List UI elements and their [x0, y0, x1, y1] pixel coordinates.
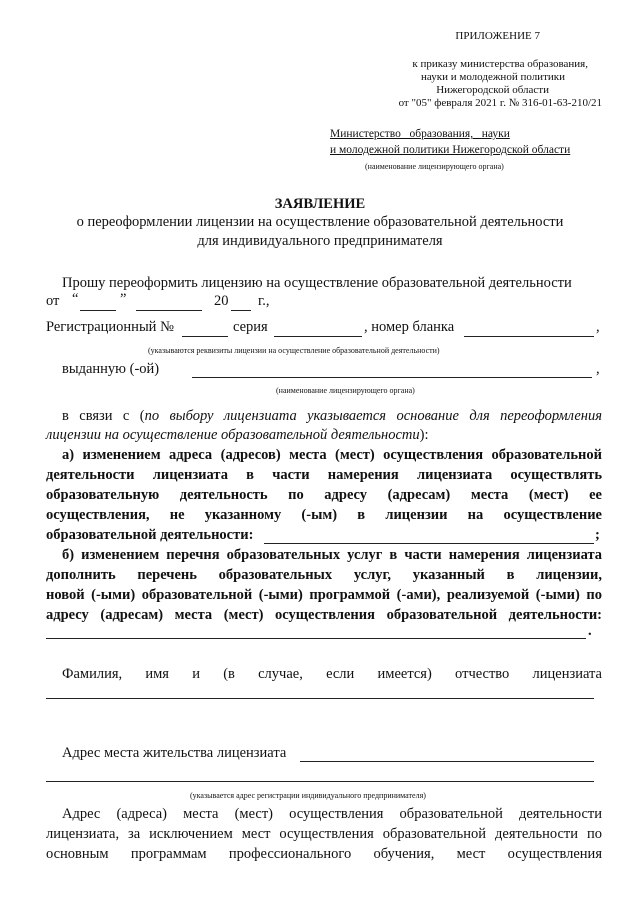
option-b-line-4: адресу (адресам) места (мест) осуществления образовательной деятельности: — [46, 607, 602, 623]
issued-caption: (наименование лицензирующего органа) — [276, 386, 415, 395]
address-label: Адрес места жительства лицензиата — [62, 745, 287, 761]
option-b-line-2: дополнить перечень образовательных услуг, указанный в лицензии, — [46, 567, 602, 583]
option-b-address-field[interactable] — [46, 638, 586, 639]
quote-open: “ — [72, 291, 79, 307]
order-line-4: от "05" февраля 2021 г. № 316-01-63-210/21 — [398, 97, 602, 109]
order-line-2: науки и молодежной политики — [421, 71, 565, 83]
appendix-label: ПРИЛОЖЕНИЕ 7 — [455, 30, 540, 42]
quote-close: ” — [120, 291, 127, 307]
year-field[interactable] — [231, 310, 251, 311]
subtitle-line-2: для индивидуального предпринимателя — [197, 233, 443, 249]
places-line-3: основным программам профессионального обучения, мест осуществления — [46, 846, 602, 862]
option-a-address-field[interactable] — [264, 543, 594, 544]
order-line-1: к приказу министерства образования, — [412, 58, 588, 70]
option-b-end: . — [588, 623, 592, 639]
series-field[interactable] — [274, 336, 362, 337]
places-line-2: лицензиата, за исключением мест осуществления образовательной деятельности по — [46, 826, 602, 842]
fio-field[interactable] — [46, 698, 594, 699]
authority-caption: (наименование лицензирующего органа) — [365, 162, 504, 171]
registration-comma: , — [596, 319, 600, 335]
blank-number-field[interactable] — [464, 336, 594, 337]
option-b-line-1: б) изменением перечня образовательных услуг в части намерения лицензиата — [62, 547, 602, 563]
option-a-end: ; — [595, 527, 600, 543]
option-a-line-3: образовательную деятельность по адресу (адресам) места (мест) ее — [46, 487, 602, 503]
authority-line-1: Министерство образования, науки — [330, 128, 510, 140]
day-field[interactable] — [80, 310, 116, 311]
option-a-line-4: осуществления, не указанному (-ым) в лицензии на осуществление — [46, 507, 602, 523]
requisites-caption: (указываются реквизиты лицензии на осуществление образовательной деятельности) — [148, 346, 440, 355]
reason-intro-line-2: лицензии на осуществление образовательной деятельности): — [46, 427, 429, 443]
address-caption: (указывается адрес регистрации индивидуального предпринимателя) — [190, 791, 426, 800]
address-field-2[interactable] — [46, 781, 594, 782]
year-prefix: 20 — [214, 293, 229, 309]
series-label: серия — [233, 319, 268, 335]
from-label: от — [46, 293, 60, 309]
authority-line-2: и молодежной политики Нижегородской области — [330, 144, 571, 156]
issued-label: выданную (-ой) — [62, 361, 160, 377]
option-a-line-5: образовательной деятельности: — [46, 527, 254, 543]
reason-intro-italic: по выбору лицензиата указывается основание для переоформления — [144, 408, 602, 424]
option-a-line-1: а) изменением адреса (адресов) места (мест) осуществления образовательной — [62, 447, 602, 463]
places-line-1: Адрес (адреса) места (мест) осуществления образовательной деятельности — [62, 806, 602, 822]
document-title: ЗАЯВЛЕНИЕ — [274, 196, 366, 212]
option-a-line-2: деятельности лицензиата в части намерения лицензиата осуществлять — [46, 467, 602, 483]
blank-number-label: , номер бланка — [364, 319, 455, 335]
registration-number-field[interactable] — [182, 336, 228, 337]
month-field[interactable] — [136, 310, 202, 311]
year-suffix: г., — [258, 293, 270, 309]
issued-by-field[interactable] — [192, 377, 592, 378]
issued-comma: , — [596, 361, 600, 377]
address-field-1[interactable] — [300, 761, 594, 762]
registration-label: Регистрационный № — [46, 319, 174, 335]
fio-label: Фамилия, имя и (в случае, если имеется) отчество лицензиата — [62, 666, 602, 682]
reason-intro-line-1: в связи с (по выбору лицензиата указывается основание для переоформления — [62, 408, 602, 424]
subtitle-line-1: о переоформлении лицензии на осуществление образовательной деятельности — [76, 214, 564, 230]
option-b-line-3: новой (-ыми) образовательной (-ыми) программой (-ами), реализуемой (-ыми) по — [46, 587, 602, 603]
request-line: Прошу переоформить лицензию на осуществление образовательной деятельности — [62, 275, 572, 291]
order-line-3: Нижегородской области — [436, 84, 549, 96]
